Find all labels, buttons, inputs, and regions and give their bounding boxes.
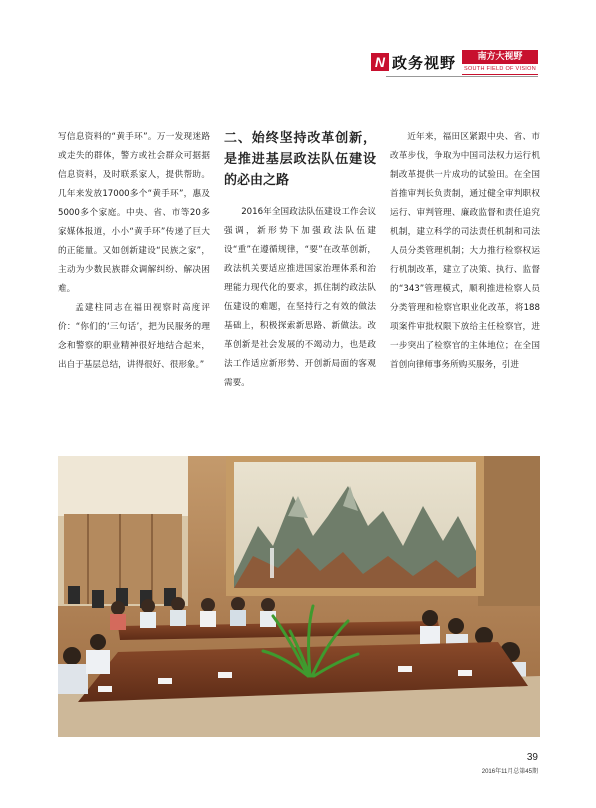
badge-chinese: 南方大视野 [462,50,538,64]
column-1-paragraph-2: 孟建柱同志在福田视察时高度评价：“你们的‘三句话’，把为民服务的理念和警察的职业精神很好地结合起来，出自于基层总结，讲得很好、很形象。” [58,303,210,370]
column-3-paragraph-1: 近年来，福田区紧跟中央、省、市改革步伐，争取为中国司法权力运行机制改革提供一片成功的试验田。在全国首推审判长负责制，通过健全审判职权运行、审判管理、廉政监督和责任追究机制，建立科学的司法责任机制和司法人员分类管理机制；大力推行检察权运行机制改革，建立了决策、执行、监督的“343”管理模式，顺利推进检察人员分类管理和检察官职业化改革，将188项案件审批权限下放给主任检察官，进一步突出了检察官的主体地位；在全国首创向律师事务所购买服务，引进 [390,132,540,370]
meeting-photo [58,456,540,737]
meeting-room-illustration [58,456,540,737]
section-brand: 政务视野 [391,53,456,72]
column-2 [224,128,376,393]
header-divider [386,76,538,77]
section-heading: 二、始终坚持改革创新，是推进基层政法队伍建设的必由之路 [224,131,376,188]
page-number: 39 [526,752,538,763]
issue-label: 2016年11月总第45期 [481,769,538,775]
column-1-paragraph-1: 写信息资料的“黄手环”。万一发现迷路或走失的群体，警方或社会群众可据据信息资料，及时联系家人，提供帮助。几年来发放17000多个“黄手环”，惠及5000多个家庭。中央、省、市等20多家媒体报道，小小“黄手环”传递了巨大的正能量。又如创新建设“民族之家”，主动为少数民族群众调解纠纷、解决困难。 [58,132,210,294]
column-2-paragraph-1: 2016年全国政法队伍建设工作会议强调，新形势下加强政法队伍建设“重”在遵循规律，“要”在改革创新，政法机关要适应推进国家治理体系和治理能力现代化的要求，抓住制约政法队伍建设的难题，在坚持行之有效的做法基础上，积极探索新思路、新做法。改革创新是社会发展的不竭动力，也是政法工作适应新形势、开创新局面的客观需要。 [224,207,376,388]
column-3 [390,128,540,375]
n-logo-icon: N [371,53,389,71]
section-badge [462,50,538,75]
column-1 [58,128,210,375]
magazine-header [371,48,538,76]
badge-english: SOUTH FIELD OF VISION [462,64,538,75]
